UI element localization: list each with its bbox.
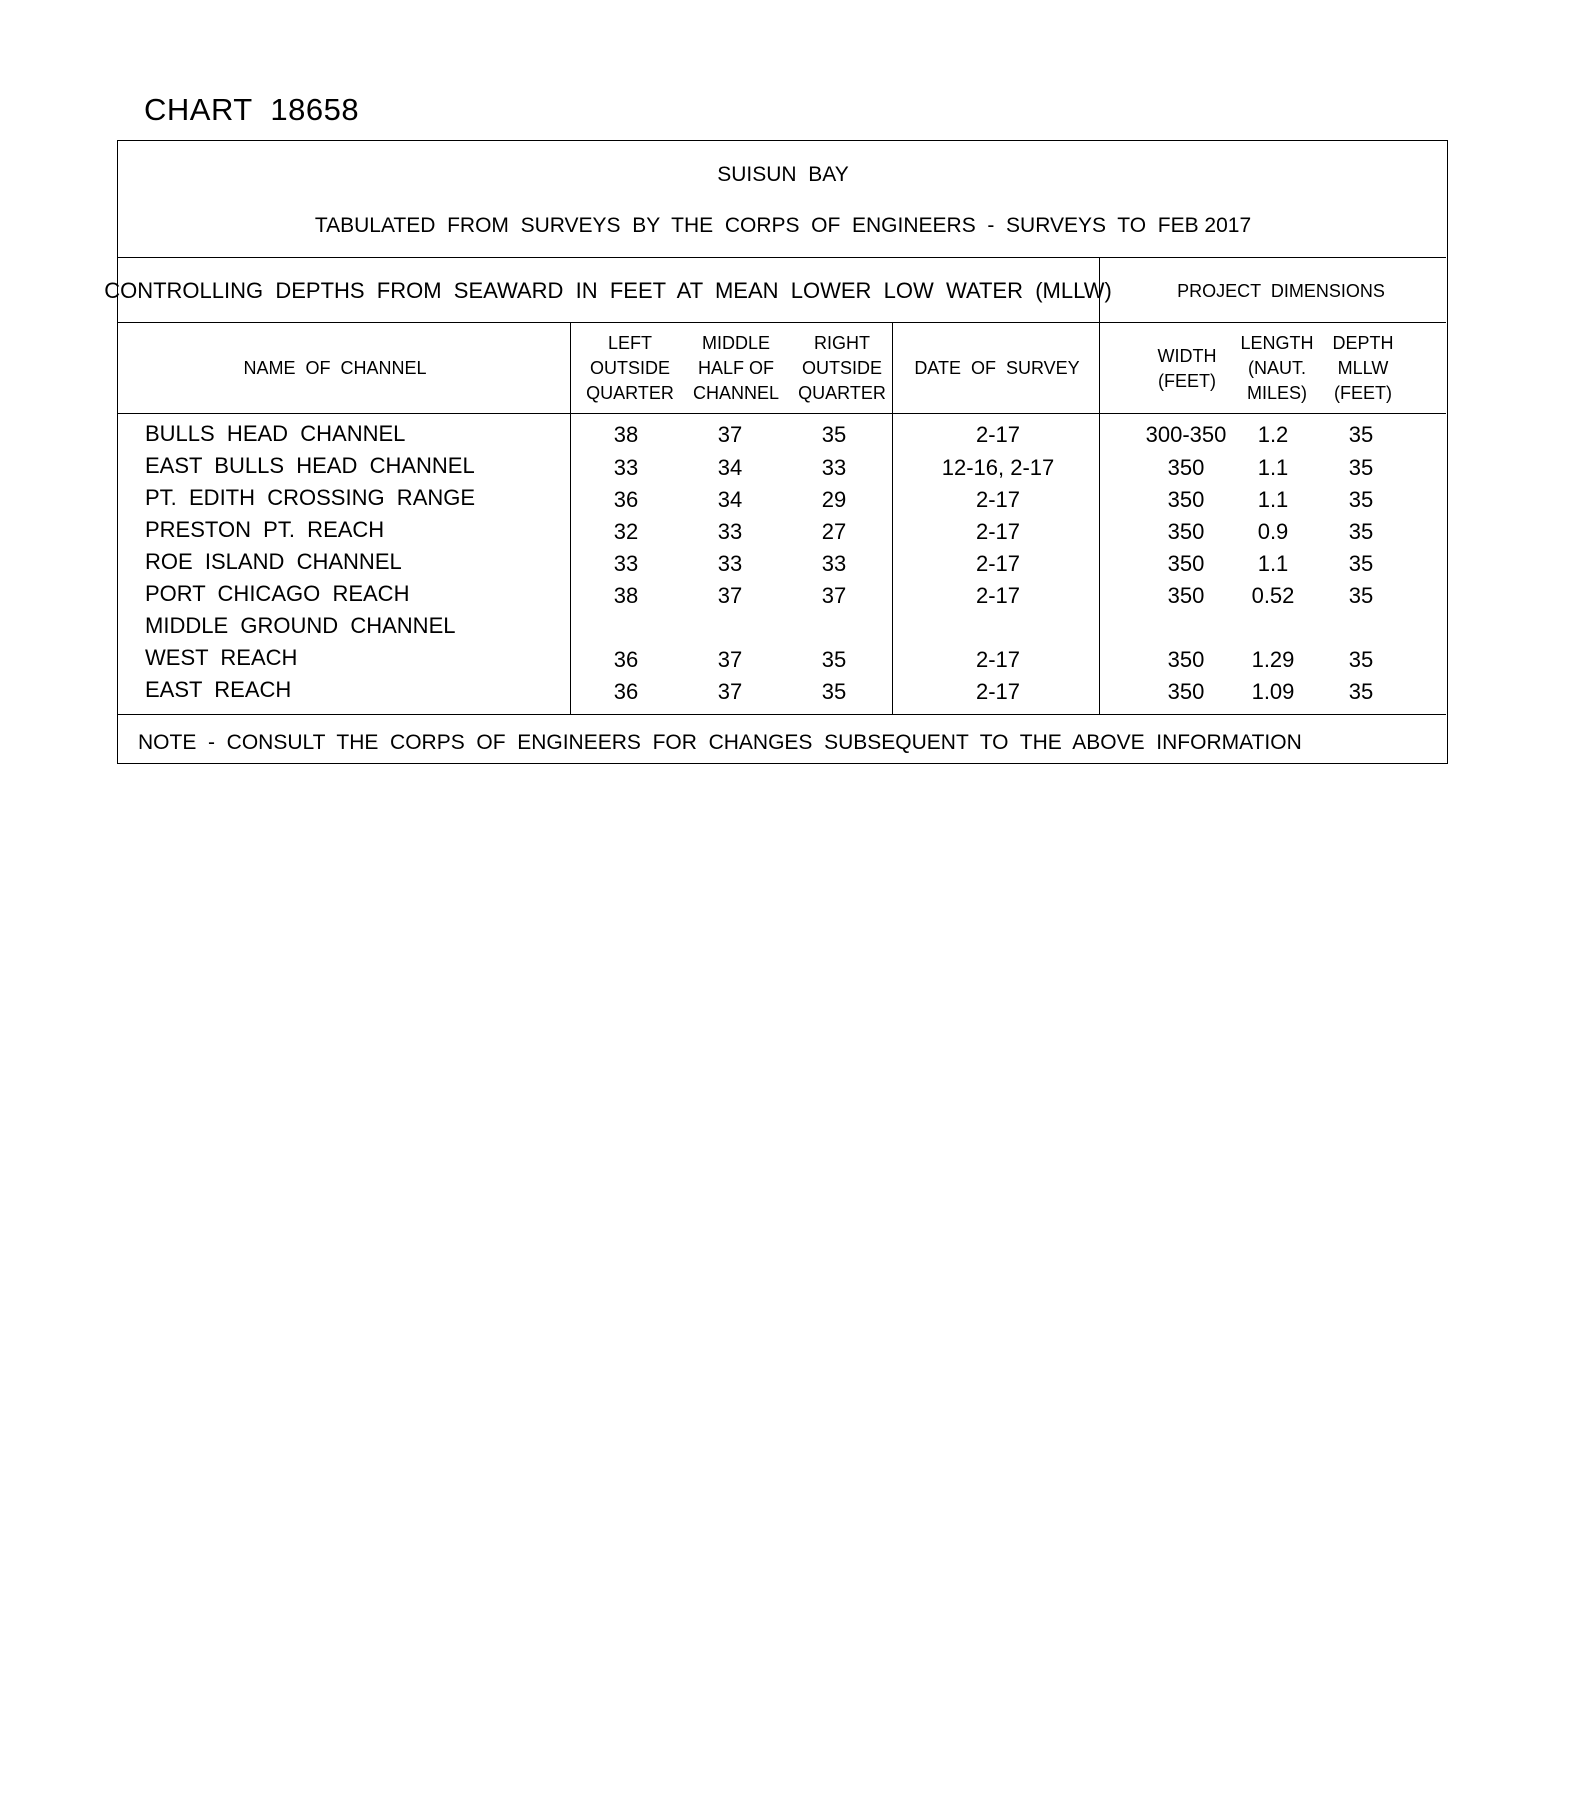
cell-width: 350	[1167, 455, 1205, 480]
table-subtitle: TABULATED FROM SURVEYS BY THE CORPS OF ENGINEERS - SURVEYS TO FEB 2017	[314, 214, 1252, 237]
cell-length: 1.2	[1257, 422, 1289, 447]
cell-middle: 33	[717, 551, 743, 576]
col-length-line-2: (NAUT.	[1247, 358, 1306, 378]
cell-channel-name: PORT CHICAGO REACH	[145, 581, 410, 606]
rule-before-note	[118, 714, 1446, 715]
cell-date: 2-17	[975, 422, 1021, 447]
cell-width: 300-350	[1145, 422, 1227, 447]
col-middle-line-3: CHANNEL	[692, 383, 780, 403]
col-right-line-1: RIGHT	[814, 333, 870, 353]
col-length-line-1: LENGTH	[1240, 333, 1314, 353]
cell-width: 350	[1167, 519, 1205, 544]
cell-channel-name: WEST REACH	[145, 645, 298, 670]
cell-date: 2-17	[975, 647, 1021, 672]
cell-channel-name: MIDDLE GROUND CHANNEL	[145, 613, 456, 638]
col-depth-line-1: DEPTH	[1332, 333, 1394, 353]
cell-left: 33	[613, 551, 639, 576]
cell-date: 2-17	[975, 551, 1021, 576]
cell-depth: 35	[1348, 647, 1374, 672]
cell-right: 35	[821, 679, 847, 704]
cell-depth: 35	[1348, 455, 1374, 480]
cell-right: 37	[821, 583, 847, 608]
rule-section-divider	[1099, 257, 1100, 714]
cell-width: 350	[1167, 647, 1205, 672]
cell-length: 0.9	[1257, 519, 1289, 544]
cell-date: 12-16, 2-17	[941, 455, 1055, 480]
cell-left: 38	[613, 583, 639, 608]
col-width-line-1: WIDTH	[1157, 346, 1217, 366]
cell-width: 350	[1167, 551, 1205, 576]
col-length-line-3: MILES)	[1246, 383, 1308, 403]
cell-date: 2-17	[975, 679, 1021, 704]
controlling-depths-table	[104, 140, 1448, 764]
cell-depth: 35	[1348, 487, 1374, 512]
cell-right: 35	[821, 647, 847, 672]
chart-title: CHART 18658	[144, 92, 360, 127]
rule-after-header	[118, 413, 1446, 414]
rule-date-divider	[892, 322, 893, 714]
cell-left: 36	[613, 679, 639, 704]
cell-middle: 33	[717, 519, 743, 544]
col-depth	[1332, 331, 1393, 406]
cell-middle: 37	[717, 583, 743, 608]
table-title: SUISUN BAY	[717, 163, 849, 186]
cell-right: 27	[821, 519, 847, 544]
cell-channel-name: BULLS HEAD CHANNEL	[145, 421, 406, 446]
cell-channel-name: ROE ISLAND CHANNEL	[145, 549, 402, 574]
col-right-line-2: OUTSIDE	[801, 358, 882, 378]
cell-length: 1.1	[1257, 551, 1289, 576]
cell-right: 33	[821, 455, 847, 480]
cell-depth: 35	[1348, 519, 1374, 544]
cell-length: 1.29	[1251, 647, 1295, 672]
cell-width: 350	[1167, 679, 1205, 704]
cell-middle: 37	[717, 679, 743, 704]
cell-channel-name: EAST BULLS HEAD CHANNEL	[145, 453, 475, 478]
cell-length: 1.1	[1257, 487, 1289, 512]
cell-date: 2-17	[975, 487, 1021, 512]
rule-after-section	[118, 322, 1446, 323]
cell-width: 350	[1167, 487, 1205, 512]
cell-width: 350	[1167, 583, 1205, 608]
col-left-line-3: QUARTER	[586, 383, 674, 403]
rule-name-divider	[570, 322, 571, 714]
cell-middle: 37	[717, 422, 743, 447]
cell-depth: 35	[1348, 679, 1374, 704]
col-length	[1240, 331, 1313, 406]
cell-depth: 35	[1348, 551, 1374, 576]
col-left-line-2: OUTSIDE	[589, 358, 670, 378]
cell-left: 38	[613, 422, 639, 447]
col-right-line-3: QUARTER	[798, 383, 886, 403]
col-middle-line-1: MIDDLE	[701, 333, 770, 353]
col-depth-line-2: MLLW	[1337, 358, 1389, 378]
cell-right: 35	[821, 422, 847, 447]
col-middle-half-of-channel	[693, 331, 779, 406]
section-project-dimensions: PROJECT DIMENSIONS	[1177, 281, 1385, 301]
cell-left: 36	[613, 487, 639, 512]
cell-length: 1.09	[1251, 679, 1295, 704]
cell-length: 0.52	[1251, 583, 1295, 608]
col-date-of-survey: DATE OF SURVEY	[914, 358, 1080, 378]
cell-middle: 37	[717, 647, 743, 672]
col-width-line-2: (FEET)	[1157, 371, 1216, 391]
cell-right: 29	[821, 487, 847, 512]
cell-depth: 35	[1348, 422, 1374, 447]
cell-length: 1.1	[1257, 455, 1289, 480]
cell-channel-name: PRESTON PT. REACH	[145, 517, 385, 542]
col-left-outside-quarter	[586, 331, 674, 406]
cell-date: 2-17	[975, 583, 1021, 608]
cell-middle: 34	[717, 455, 743, 480]
col-left-line-1: LEFT	[607, 333, 652, 353]
cell-date: 2-17	[975, 519, 1021, 544]
table-note: NOTE - CONSULT THE CORPS OF ENGINEERS FOR CHANGES SUBSEQUENT TO THE ABOVE INFORMATION	[138, 731, 1302, 754]
col-name-of-channel: NAME OF CHANNEL	[243, 358, 427, 378]
cell-depth: 35	[1348, 583, 1374, 608]
col-width	[1158, 344, 1217, 394]
col-middle-line-2: HALF OF	[697, 358, 774, 378]
section-controlling-depths: CONTROLLING DEPTHS FROM SEAWARD IN FEET AT MEAN LOWER LOW WATER (MLLW)	[104, 278, 1112, 303]
cell-left: 36	[613, 647, 639, 672]
cell-left: 32	[613, 519, 639, 544]
cell-right: 33	[821, 551, 847, 576]
cell-middle: 34	[717, 487, 743, 512]
rule-after-title	[118, 257, 1446, 258]
cell-left: 33	[613, 455, 639, 480]
col-depth-line-3: (FEET)	[1333, 383, 1392, 403]
col-right-outside-quarter	[798, 331, 886, 406]
cell-channel-name: PT. EDITH CROSSING RANGE	[145, 485, 476, 510]
cell-channel-name: EAST REACH	[145, 677, 292, 702]
